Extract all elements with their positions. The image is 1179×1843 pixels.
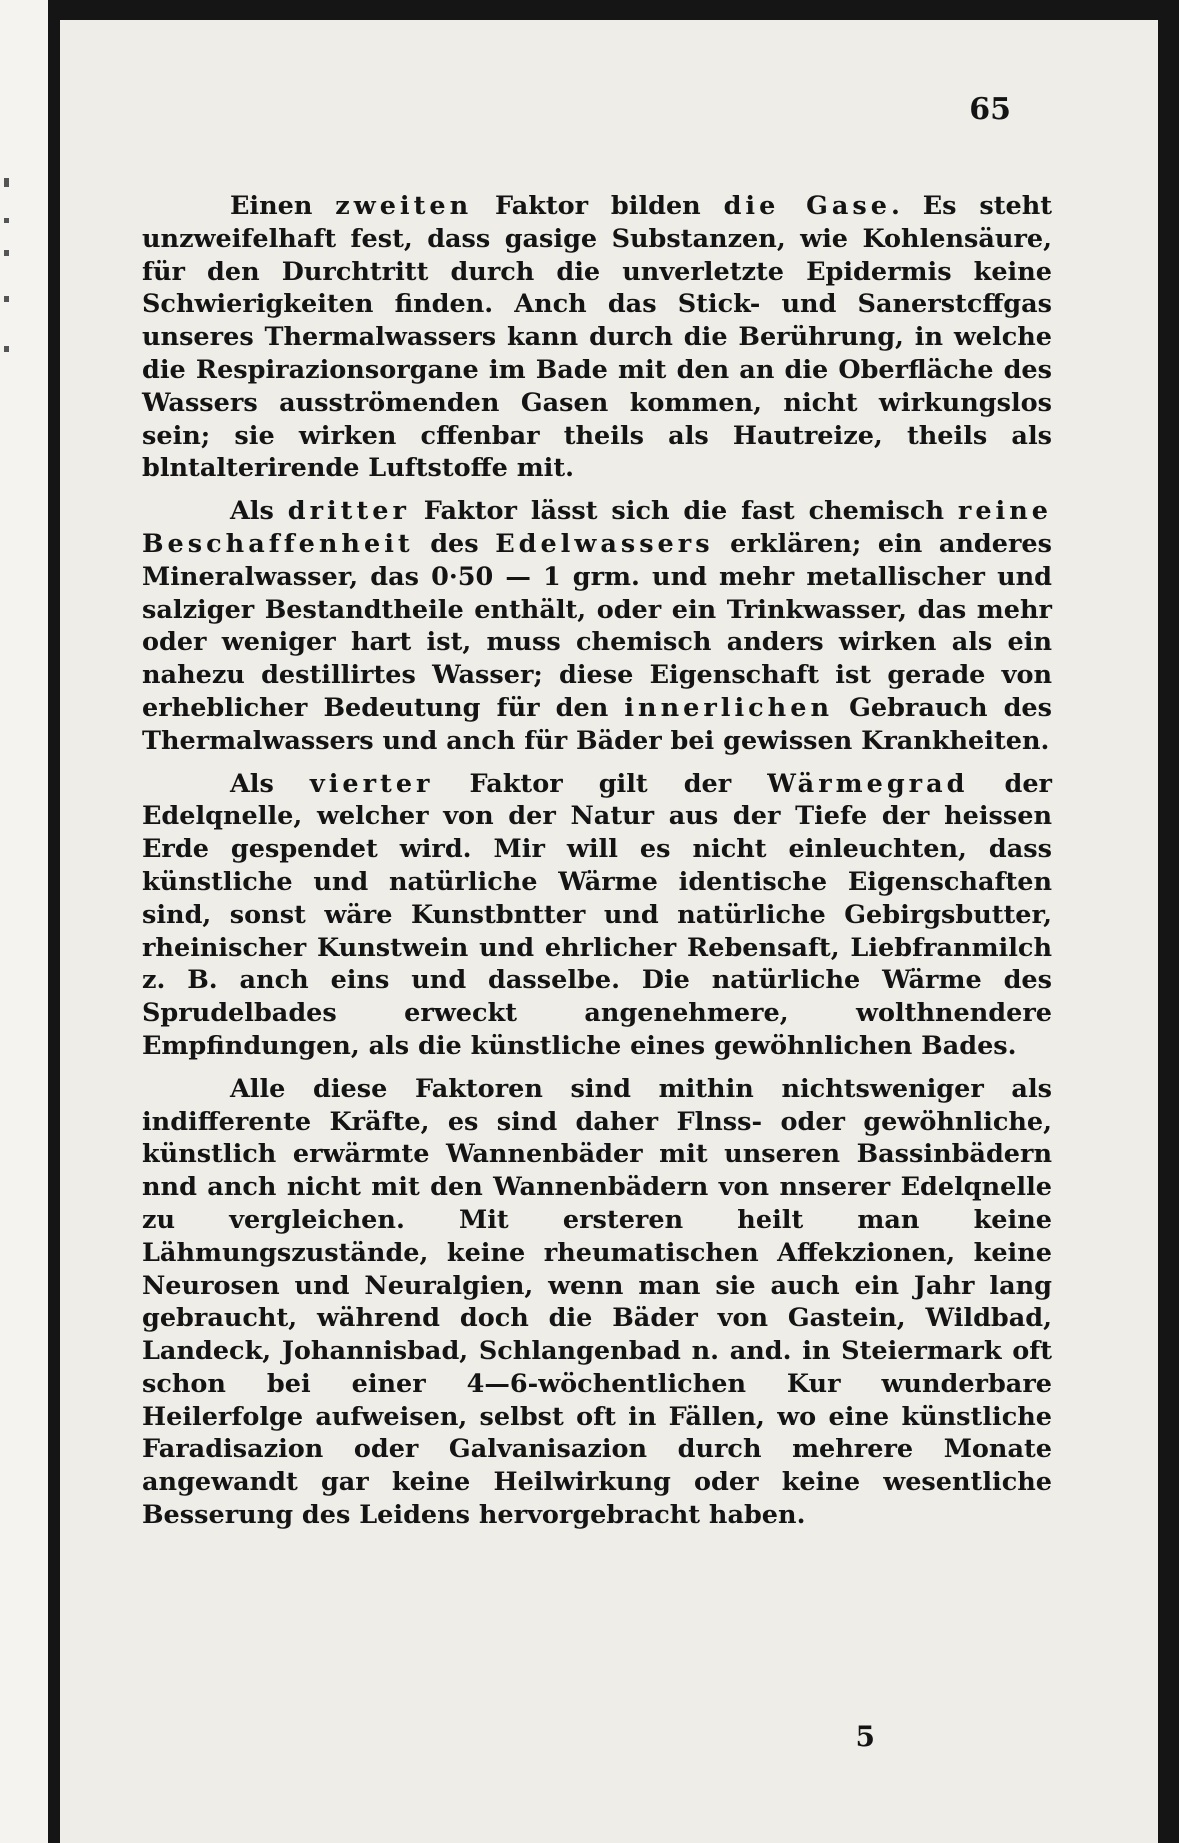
signature-mark: 5 bbox=[855, 1720, 875, 1753]
paragraph bbox=[142, 495, 1052, 757]
text-run: erklären; ein anderes Mineralwasser, das 0·50 — 1 grm. und mehr metallischer und salziger Bestandtheile enthält, oder ein Trinkwasser, das mehr oder weniger hart ist, muss chemisch anders wirken als ein nahezu destillirtes Wasser; diese Eigenschaft ist gerade von erheblicher Bedeutung für den bbox=[142, 528, 1052, 723]
emphasized-text: vierter bbox=[309, 768, 434, 799]
emphasized-text: reine Beschaffenheit bbox=[142, 496, 1052, 559]
text-run: Als bbox=[230, 768, 310, 799]
text-run: Faktor lässt sich die fast chemisch bbox=[409, 496, 958, 527]
text-run: Faktor gilt der bbox=[433, 768, 768, 799]
text-run: Alle diese Faktoren sind mithin nichtsweniger als indifferente Kräfte, es sind daher Flnss- oder gewöhnliche, künstlich erwärmte Wannenbäder mit unseren Bassinbädern nnd anch nicht mit den Wannenbädern von nnserer Edelqnelle zu vergleichen. Mit ersteren heilt man keine Lähmungszustände, keine rheumatischen Affekzionen, keine Neurosen und Neuralgien, wenn man sie auch ein Jahr lang gebraucht, während doch die Bäder von Gastein, Wildbad, Landeck, Johannisbad, Schlangenbad n. and. in Steiermark oft schon bei einer 4—6-wöchentlichen Kur wunderbare Heilerfolge aufweisen, selbst oft in Fällen, wo eine künstliche Faradisazion oder Galvanisazion durch mehrere Monate angewandt gar keine Heilwirkung oder keine wesentliche Besserung des Leidens hervorgebracht haben. bbox=[142, 1073, 1052, 1531]
adjacent-page-glyph bbox=[4, 250, 9, 256]
page-body bbox=[142, 190, 1052, 1532]
emphasized-text: Wärmegrad bbox=[767, 768, 969, 799]
text-run: . Es steht unzweifelhaft fest, dass gasige Substanzen, wie Kohlensäure, für den Durchtritt durch die unverletzte Epidermis keine Schwierigkeiten finden. Anch das Stick- und Sanerstcffgas unseres Thermalwassers kann durch die Berührung, in welche die Respirazionsorgane im Bade mit den an die Oberfläche des Wassers ausströmenden Gasen kommen, nicht wirkungslos sein; sie wirken cffenbar theils als Hautreize, theils als blntalterirende Luftstoffe mit. bbox=[142, 191, 1053, 484]
book-page bbox=[60, 20, 1158, 1843]
text-run: Faktor bilden bbox=[472, 191, 724, 221]
paragraph bbox=[142, 768, 1052, 1063]
text-run: Als bbox=[230, 496, 288, 527]
adjacent-page-glyph bbox=[4, 218, 9, 223]
paragraph bbox=[142, 1073, 1052, 1532]
text-run: Einen bbox=[230, 191, 336, 221]
page-number: 65 bbox=[969, 92, 1011, 127]
text-run: Gebrauch des Thermalwassers und anch für Bäder bei gewissen Krankheiten. bbox=[142, 692, 1053, 756]
emphasized-text: Edelwassers bbox=[495, 528, 714, 559]
emphasized-text: dritter bbox=[287, 496, 410, 527]
emphasized-text: zweiten bbox=[335, 191, 473, 221]
paragraph bbox=[142, 190, 1052, 485]
emphasized-text: innerlichen bbox=[624, 692, 833, 723]
text-run: des bbox=[413, 528, 496, 559]
text-run: der Edelqnelle, welcher von der Natur aus der Tiefe der heissen Erde gespendet wird. Mir will es nicht einleuchten, dass künstliche und natürliche Wärme identische Eigenschaften sind, sonst wäre Kunstbntter und natürliche Gebirgsbutter, rheinischer Kunstwein und ehrlicher Rebensaft, Liebfranmilch z. B. anch eins und dasselbe. Die natürliche Wärme des Sprudelbades erweckt angenehmere, wolthnendere Empfindungen, als die künstliche eines gewöhnlichen Bades. bbox=[142, 768, 1052, 1061]
adjacent-page-glyph bbox=[4, 296, 9, 302]
adjacent-page-glyph bbox=[4, 178, 9, 187]
adjacent-page-glyph bbox=[4, 346, 9, 352]
emphasized-text: die Gase bbox=[723, 191, 892, 221]
adjacent-page-margin bbox=[0, 0, 48, 1843]
